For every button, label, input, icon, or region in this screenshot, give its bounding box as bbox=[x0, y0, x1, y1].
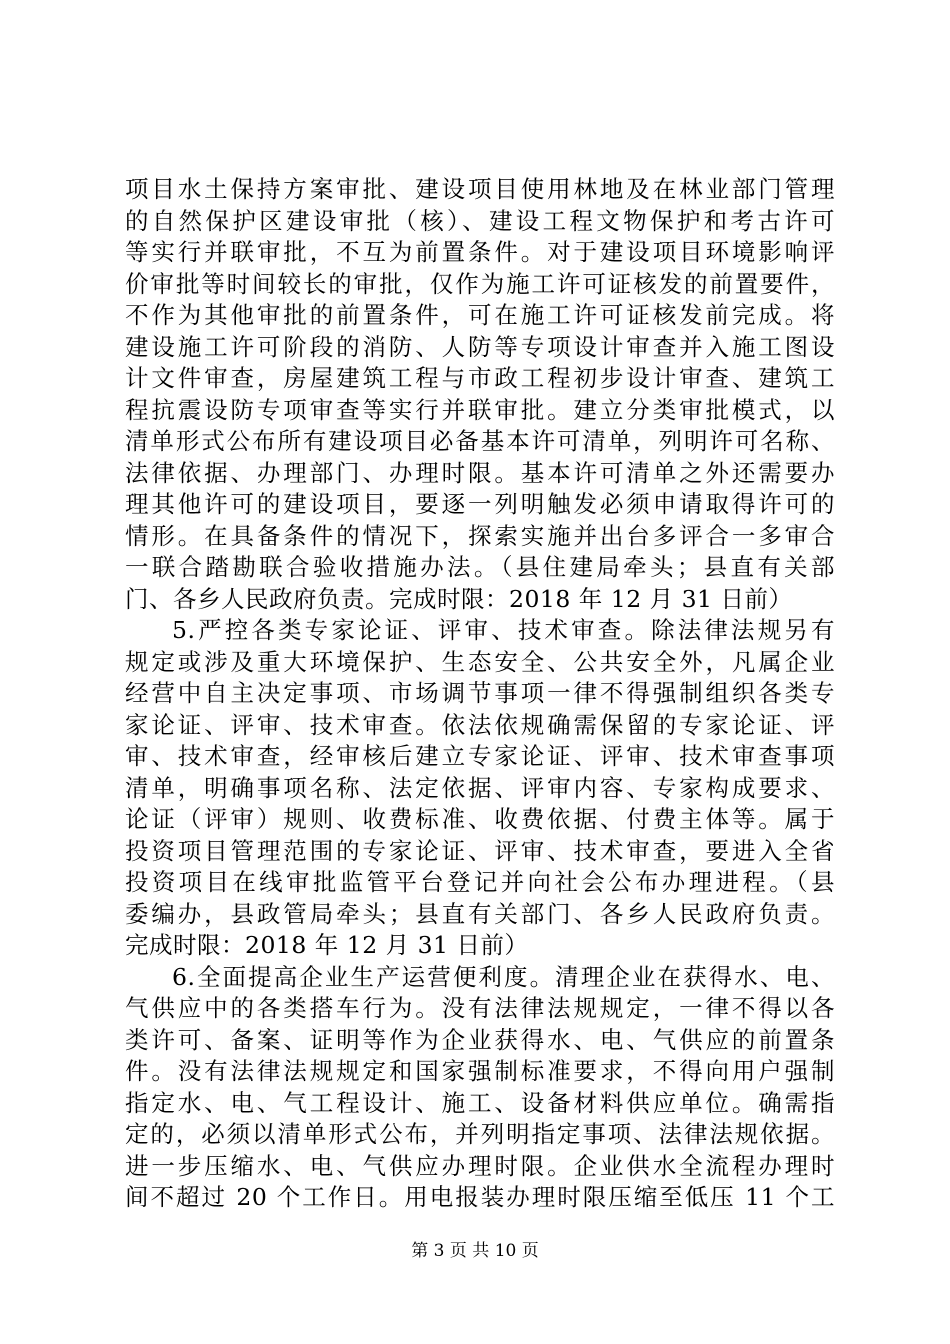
text-line: 建设施工许可阶段的消防、人防等专项设计审查并入施工图设 bbox=[125, 332, 835, 361]
text-line: 完成时限：2018 年 12 月 31 日前） bbox=[125, 931, 529, 959]
text-line: 的自然保护区建设审批（核）、建设工程文物保护和考古许可 bbox=[125, 206, 835, 235]
text-line: 家论证、评审、技术审查。依法依规确需保留的专家论证、评 bbox=[125, 710, 835, 739]
text-line: 清单形式公布所有建设项目必备基本许可清单，列明许可名称、 bbox=[125, 427, 835, 455]
text-line: 法律依据、办理部门、办理时限。基本许可清单之外还需要办 bbox=[125, 458, 835, 487]
text-line: 程抗震设防专项审查等实行并联审批。建立分类审批模式，以 bbox=[125, 395, 835, 424]
text-line: 类许可、备案、证明等作为企业获得水、电、气供应的前置条 bbox=[125, 1025, 835, 1054]
text-line: 不作为其他审批的前置条件，可在施工许可证核发前完成。将 bbox=[125, 301, 835, 329]
text-line: 间不超过 20 个工作日。用电报装办理时限压缩至低压 11 个工 bbox=[125, 1183, 835, 1211]
text-line: 委编办，县政管局牵头；县直有关部门、各乡人民政府负责。 bbox=[125, 899, 835, 928]
text-line: 计文件审查，房屋建筑工程与市政工程初步设计审查、建筑工 bbox=[125, 364, 835, 392]
text-line: 等实行并联审批，不互为前置条件。对于建设项目环境影响评 bbox=[125, 238, 835, 266]
text-line: 审、技术审查，经审核后建立专家论证、评审、技术审查事项 bbox=[125, 742, 835, 770]
text-line: 门、各乡人民政府负责。完成时限：2018 年 12 月 31 日前） bbox=[125, 584, 793, 613]
text-line: 论证（评审）规则、收费标准、收费依据、付费主体等。属于 bbox=[125, 805, 835, 833]
text-line: 经营中自主决定事项、市场调节事项一律不得强制组织各类专 bbox=[125, 679, 835, 707]
text-line: 理其他许可的建设项目，要逐一列明触发必须申请取得许可的 bbox=[125, 490, 835, 518]
text-line: 一联合踏勘联合验收措施办法。（县住建局牵头；县直有关部 bbox=[125, 553, 835, 581]
text-line: 件。没有法律法规规定和国家强制标准要求，不得向用户强制 bbox=[125, 1057, 835, 1085]
text-line: 投资项目管理范围的专家论证、评审、技术审查，要进入全省 bbox=[125, 836, 835, 865]
text-line: 指定水、电、气工程设计、施工、设备材料供应单位。确需指 bbox=[125, 1088, 835, 1117]
text-line: 情形。在具备条件的情况下，探索实施并出台多评合一多审合 bbox=[125, 521, 835, 550]
text-line: 清单，明确事项名称、法定依据、评审内容、专家构成要求、 bbox=[125, 773, 835, 802]
text-line: 价审批等时间较长的审批，仅作为施工许可证核发的前置要件， bbox=[125, 269, 835, 298]
text-line: 规定或涉及重大环境保护、生态安全、公共安全外，凡属企业 bbox=[125, 647, 835, 676]
text-line: 5.严控各类专家论证、评审、技术审查。除法律法规另有 bbox=[172, 616, 835, 644]
text-line: 定的，必须以清单形式公布，并列明指定事项、法律法规依据。 bbox=[125, 1120, 835, 1148]
text-line: 投资项目在线审批监管平台登记并向社会公布办理进程。（县 bbox=[125, 868, 835, 896]
document-body bbox=[125, 174, 835, 1214]
page-footer: 第 3 页 共 10 页 bbox=[411, 1241, 539, 1261]
text-line: 6.全面提高企业生产运营便利度。清理企业在获得水、电、 bbox=[172, 962, 835, 991]
text-line: 项目水土保持方案审批、建设项目使用林地及在林业部门管理 bbox=[125, 175, 835, 203]
text-line: 气供应中的各类搭车行为。没有法律法规规定，一律不得以各 bbox=[125, 994, 835, 1022]
text-line: 进一步压缩水、电、气供应办理时限。企业供水全流程办理时 bbox=[125, 1151, 835, 1180]
